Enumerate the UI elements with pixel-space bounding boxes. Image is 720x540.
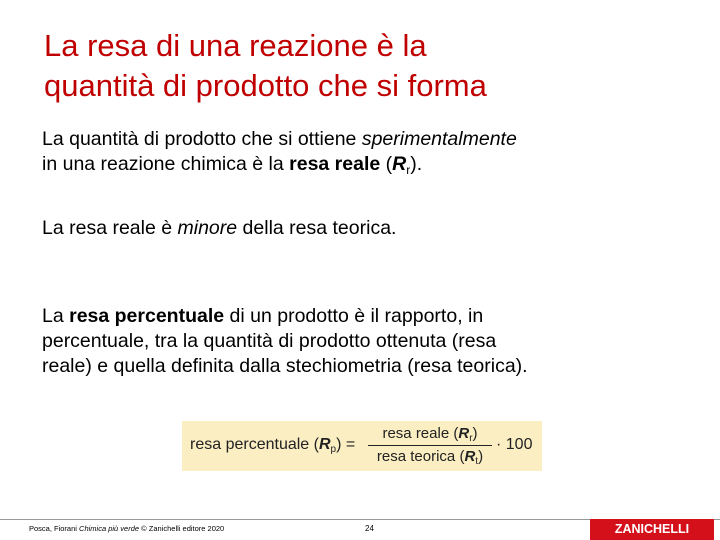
text-run: di un prodotto è il rapporto, in [224, 305, 484, 327]
formula-text: ) [478, 448, 484, 465]
text-run: della resa teorica. [237, 217, 397, 239]
text-run: in una reazione chimica è la [42, 153, 290, 175]
paragraph-resa-minore [42, 216, 682, 241]
title-line-1: La resa di una reazione è la [44, 28, 427, 63]
formula-numerator [368, 423, 492, 445]
text-run: ( [380, 153, 393, 175]
paragraph-line [42, 152, 682, 177]
paragraph-line: reale) e quella definita dalla stechiometria (resa teorica). [42, 355, 528, 377]
text-run: La [42, 305, 70, 327]
emphasis-text: minore [177, 217, 238, 239]
text-run: La resa reale è [42, 217, 178, 239]
zanichelli-logo: ZANICHELLI [590, 519, 714, 540]
slide-title [44, 26, 684, 106]
text-run: La quantità di prodotto che si ottiene [42, 128, 362, 150]
formula-text: ) [472, 425, 478, 442]
credit-book-title: Chimica più verde [79, 524, 140, 533]
formula-text: ) = [336, 436, 356, 453]
formula-text: resa reale ( [382, 425, 459, 442]
text-run: ). [410, 153, 423, 175]
formula-denominator [368, 446, 492, 468]
paragraph-line [42, 304, 682, 329]
bold-term: resa reale [289, 153, 381, 175]
page-number: 24 [365, 524, 374, 533]
paragraph-resa-reale [42, 127, 682, 177]
symbol-subscript: r [406, 163, 411, 177]
formula-text: resa teorica ( [376, 448, 465, 465]
symbol-R: R [392, 153, 407, 175]
formula-subscript: t [475, 456, 479, 467]
title-line-2: quantità di prodotto che si forma [44, 68, 487, 103]
paragraph-resa-percentuale [42, 304, 682, 379]
formula-symbol: R [464, 448, 476, 465]
bold-term: resa percentuale [69, 305, 225, 327]
formula-symbol: R [318, 436, 331, 453]
paragraph-line [42, 216, 682, 241]
credit-text: Posca, Fiorani [29, 524, 80, 533]
footer-credit [29, 524, 224, 533]
formula-fraction [368, 423, 492, 468]
formula-symbol: R [458, 425, 470, 442]
formula-box [182, 421, 542, 471]
formula-subscript: p [330, 444, 337, 455]
paragraph-line [42, 127, 682, 152]
paragraph-line: percentuale, tra la quantità di prodotto ottenuta (resa [42, 330, 497, 352]
credit-text: © Zanichelli editore 2020 [139, 524, 225, 533]
formula-lhs [190, 436, 355, 454]
formula-text: resa percentuale ( [190, 436, 319, 453]
emphasis-text: sperimentalmente [361, 128, 517, 150]
formula-subscript: r [469, 433, 473, 444]
formula-multiplier: · 100 [496, 436, 533, 453]
